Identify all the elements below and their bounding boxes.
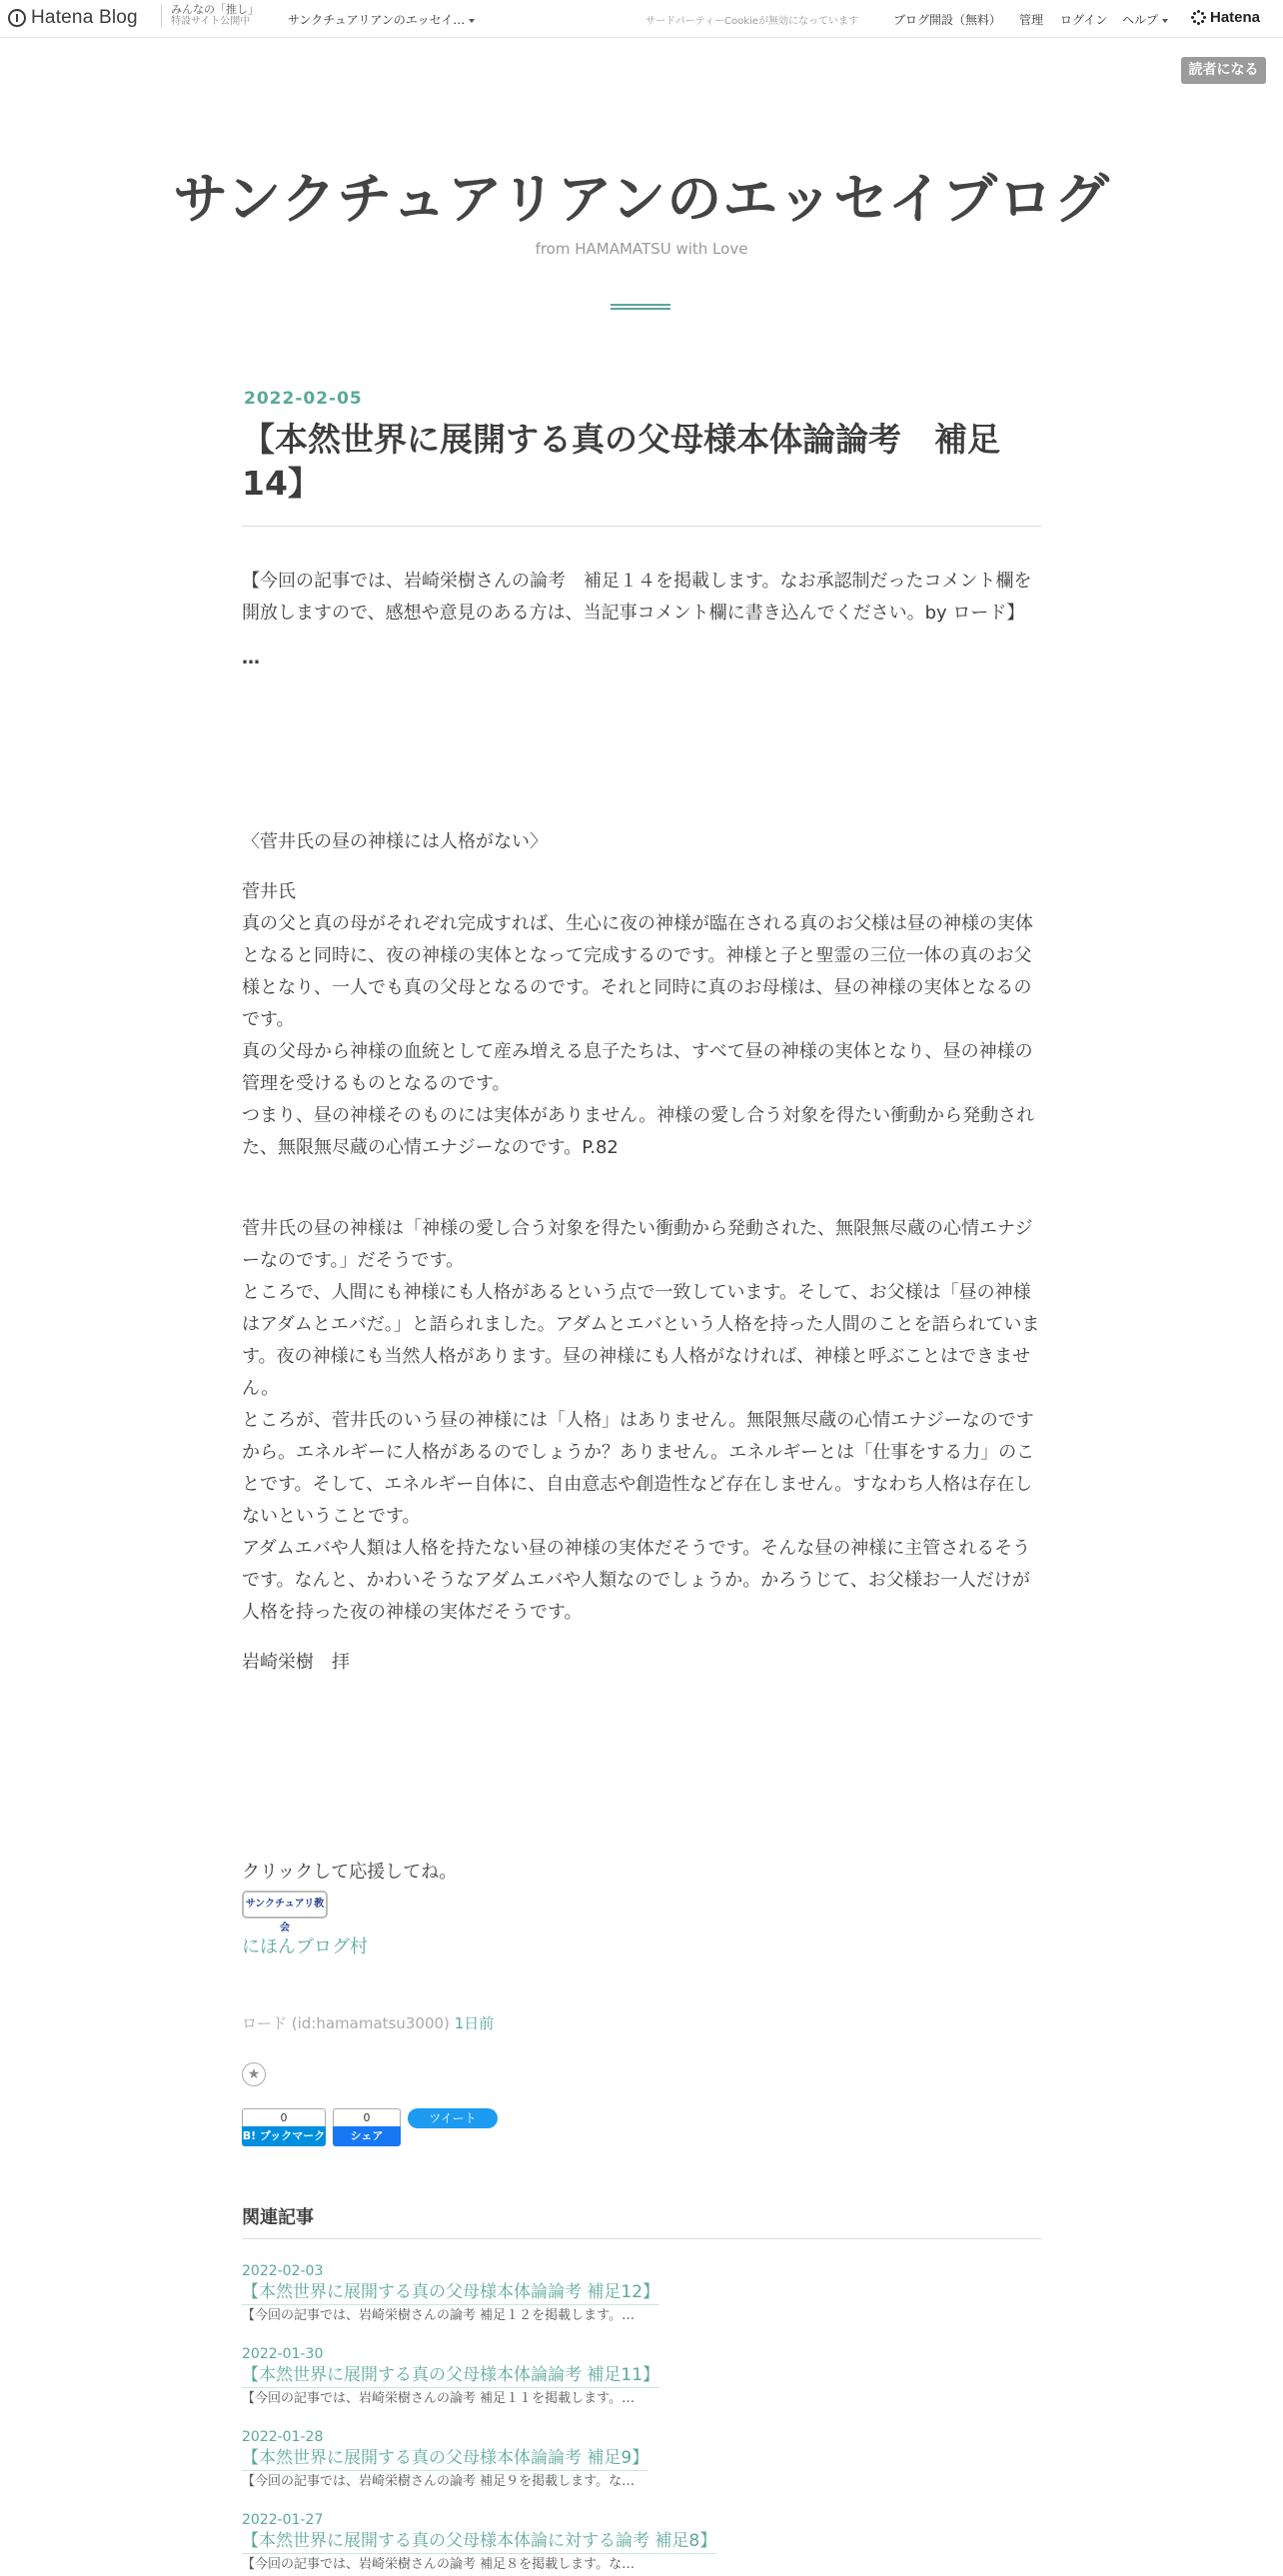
cookie-notice: サードパーティーCookieが無効になっています — [645, 16, 858, 27]
related-entry-excerpt: 【今回の記事では、岩崎栄樹さんの論考 補足８を掲載します。な… — [242, 2557, 636, 2572]
quote-paragraph: つまり、昼の神様そのものには実体がありません。神様の愛し合う対象を得たい衝動から発動された、無限無尽蔵の心情エナジーなのです。P.82 — [242, 1105, 1035, 1158]
related-entry-date[interactable]: 2022-02-03 — [242, 2263, 324, 2279]
hatena-brand-text: Hatena — [1210, 9, 1261, 26]
entry-date[interactable]: 2022-02-05 — [244, 389, 363, 409]
blogmura-banner[interactable]: サンクチュアリ教会 — [242, 1891, 328, 1919]
share-count: 0 — [333, 2108, 401, 2126]
entry-title-divider — [242, 526, 1041, 527]
help-label: ヘルプ — [1122, 13, 1159, 27]
global-header — [0, 0, 1283, 38]
related-entry-excerpt: 【今回の記事では、岩崎栄樹さんの論考 補足１２を掲載します。… — [242, 2308, 636, 2323]
related-entry-title[interactable]: 【本然世界に展開する真の父母様本体論に対する論考 補足8】 — [242, 2529, 716, 2554]
facebook-share-button[interactable] — [333, 2108, 401, 2148]
login-link[interactable]: ログイン — [1060, 13, 1108, 27]
posted-ago-link[interactable]: 1日前 — [454, 2014, 495, 2032]
bookmark-count: 0 — [242, 2108, 326, 2126]
nihon-blogmura-link[interactable]: にほんブログ村 — [242, 1936, 368, 1957]
caret-down-icon — [469, 19, 475, 23]
related-entry-date[interactable]: 2022-01-30 — [242, 2346, 324, 2362]
related-divider — [242, 2238, 1041, 2239]
entry-intro: 【今回の記事では、岩崎栄樹さんの論考 補足１４を掲載します。なお承認制だったコメント欄を開放しますので、感想や意見のある方は、当記事コメント欄に書き込んでください。by ロード】 — [242, 571, 1032, 624]
hatena-bookmark-button[interactable] — [242, 2108, 326, 2148]
author-link[interactable]: ロード (id:hamamatsu3000) — [242, 2014, 450, 2032]
body-paragraph: ところが、菅井氏のいう昼の神様には「人格」はありません。無限無尽蔵の心情エナジーなのですから。エネルギーに人格があるのでしょうか？ありません。エネルギーとは「仕事をする力」のことです。そして、エネルギー自体に、自由意志や創造性など存在しません。すなわち人格は存在しないということです。 — [242, 1410, 1035, 1527]
related-entry-title[interactable]: 【本然世界に展開する真の父母様本体論論考 補足11】 — [242, 2363, 659, 2388]
read-more-ellipsis[interactable]: … — [242, 647, 260, 668]
hatena-blog-logo[interactable] — [8, 7, 138, 29]
header-divider — [611, 304, 670, 310]
related-entries-heading: 関連記事 — [242, 2207, 314, 2228]
related-entry-excerpt: 【今回の記事では、岩崎栄樹さんの論考 補足９を掲載します。な… — [242, 2474, 636, 2489]
hatena-blog-logo-icon — [8, 9, 26, 27]
bookmark-label: B! ブックマーク — [242, 2126, 326, 2146]
quote-paragraph: 真の父母から神様の血統として産み増える息子たちは、すべて昼の神様の実体となり、昼の神様の管理を受けるものとなるのです。 — [242, 1041, 1033, 1094]
open-blog-link[interactable]: ブログ開設（無料） — [893, 13, 1002, 27]
entry-title[interactable]: 【本然世界に展開する真の父母様本体論論考 補足14】 — [242, 420, 1000, 503]
promo-line2: 特設サイト公開中 — [171, 16, 251, 27]
share-label: シェア — [333, 2126, 401, 2146]
quote-label: 菅井氏 — [242, 881, 296, 902]
hatena-brand-link[interactable] — [1191, 9, 1260, 26]
oshi-promo-link[interactable] — [161, 4, 259, 28]
blog-description: from HAMAMATSU with Love — [535, 240, 748, 258]
blog-switcher-menu[interactable] — [288, 11, 475, 28]
blog-title[interactable]: サンクチュアリアンのエッセイブログ — [173, 167, 1110, 231]
blog-switcher-label: サンクチュアリアンのエッセイ… — [288, 13, 466, 27]
related-entry — [242, 2343, 1041, 2410]
support-cta: クリックして応援してね。 — [242, 1862, 458, 1883]
related-entry-date[interactable]: 2022-01-28 — [242, 2429, 324, 2445]
logo-text: Hatena Blog — [31, 7, 138, 28]
admin-link[interactable]: 管理 — [1019, 13, 1044, 27]
entry-author-line — [242, 2012, 494, 2033]
related-entry-title[interactable]: 【本然世界に展開する真の父母様本体論論考 補足12】 — [242, 2280, 659, 2305]
body-paragraph: アダムエバや人類は人格を持たない昼の神様の実体だそうです。そんな昼の神様に主管されるそうです。なんと、かわいそうなアダムエバや人類なのでしょうか。かろうじて、お父様お一人だけが人格を持った夜の神様の実体だそうです。 — [242, 1538, 1031, 1623]
related-entry-date[interactable]: 2022-01-27 — [242, 2512, 324, 2528]
section-heading: 〈菅井氏の昼の神様には人格がない〉 — [242, 831, 548, 852]
help-menu[interactable] — [1122, 11, 1168, 28]
body-paragraph: 菅井氏の昼の神様は「神様の愛し合う対象を得たい衝動から発動された、無限無尽蔵の心情エナジーなのです。」だそうです。 — [242, 1218, 1033, 1271]
promo-line1: みんなの「推し」 — [171, 3, 259, 16]
hatena-dots-icon — [1191, 10, 1206, 25]
caret-down-icon — [1162, 19, 1168, 23]
related-entry-excerpt: 【今回の記事では、岩崎栄樹さんの論考 補足１１を掲載します。… — [242, 2391, 636, 2406]
related-entry — [242, 2260, 1041, 2327]
body-paragraph: ところで、人間にも神様にも人格があるという点で一致しています。そして、お父様は「昼の神様はアダムとエバだ。」と語られました。アダムとエバという人格を持った人間のことを語られています。夜の神様にも当然人格があります。昼の神様にも人格がなければ、神様と呼ぶことはできません。 — [242, 1282, 1040, 1399]
add-star-icon[interactable]: ★ — [242, 2062, 266, 2086]
related-entry-title[interactable]: 【本然世界に展開する真の父母様本体論論考 補足9】 — [242, 2446, 648, 2471]
subscribe-button[interactable]: 読者になる — [1181, 57, 1266, 84]
related-entry — [242, 2426, 1041, 2493]
quote-paragraph: 真の父と真の母がそれぞれ完成すれば、生心に夜の神様が臨在される真のお父様は昼の神様の実体となると同時に、夜の神様の実体となって完成するのです。神様と子と聖霊の三位一体の真のお父様となり、一人でも真の父母となるのです。それと同時に真のお母様は、昼の神様の実体となるのです。 — [242, 913, 1033, 1030]
signature: 岩崎栄樹 拝 — [242, 1652, 350, 1673]
tweet-button[interactable]: ツイート — [408, 2108, 498, 2128]
